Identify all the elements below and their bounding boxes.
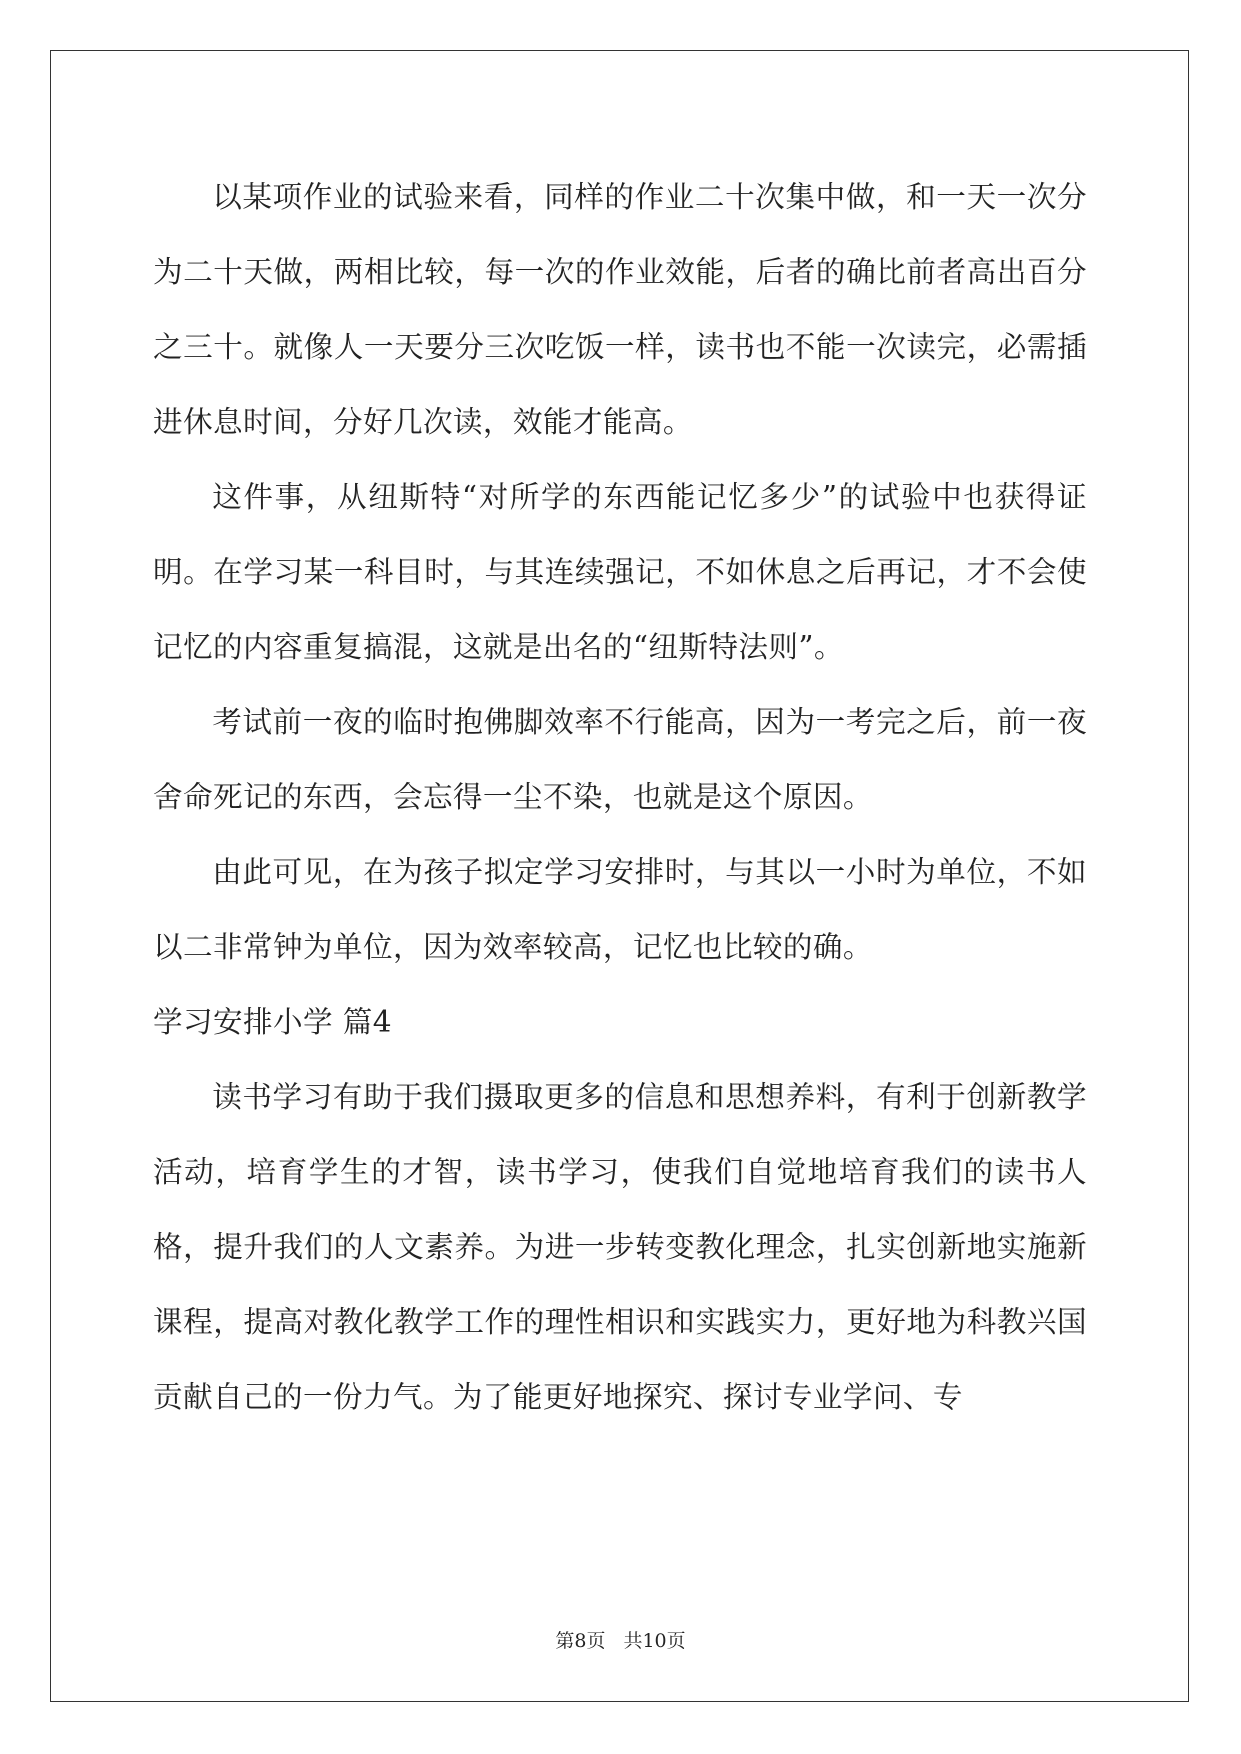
page-footer	[0, 1626, 1241, 1653]
document-body	[153, 160, 1087, 1435]
paragraph: 以某项作业的试验来看，同样的作业二十次集中做，和一天一次分为二十天做，两相比较，每一次的作业效能，后者的确比前者高出百分之三十。就像人一天要分三次吃饭一样，读书也不能一次读完，必需插进休息时间，分好几次读，效能才能高。	[153, 180, 1087, 439]
page-number: 第8页	[555, 1630, 606, 1652]
paragraph: 读书学习有助于我们摄取更多的信息和思想养料，有利于创新教学活动，培育学生的才智，读书学习，使我们自觉地培育我们的读书人格，提升我们的人文素养。为进一步转变教化理念，扎实创新地实施新课程，提高对教化教学工作的理性相识和实践实力，更好地为科教兴国贡献自己的一份力气。为了能更好地探究、探讨专业学问、专	[153, 1080, 1087, 1414]
paragraph: 这件事，从纽斯特“对所学的东西能记忆多少”的试验中也获得证明。在学习某一科目时，与其连续强记，不如休息之后再记，才不会使记忆的内容重复搞混，这就是出名的“纽斯特法则”。	[153, 480, 1087, 664]
paragraph: 考试前一夜的临时抱佛脚效率不行能高，因为一考完之后，前一夜舍命死记的东西，会忘得一尘不染，也就是这个原因。	[153, 705, 1087, 814]
paragraph: 由此可见，在为孩子拟定学习安排时，与其以一小时为单位，不如以二非常钟为单位，因为效率较高，记忆也比较的确。	[153, 855, 1087, 964]
section-heading: 学习安排小学 篇4	[153, 1005, 392, 1039]
page-total: 共10页	[623, 1630, 686, 1652]
